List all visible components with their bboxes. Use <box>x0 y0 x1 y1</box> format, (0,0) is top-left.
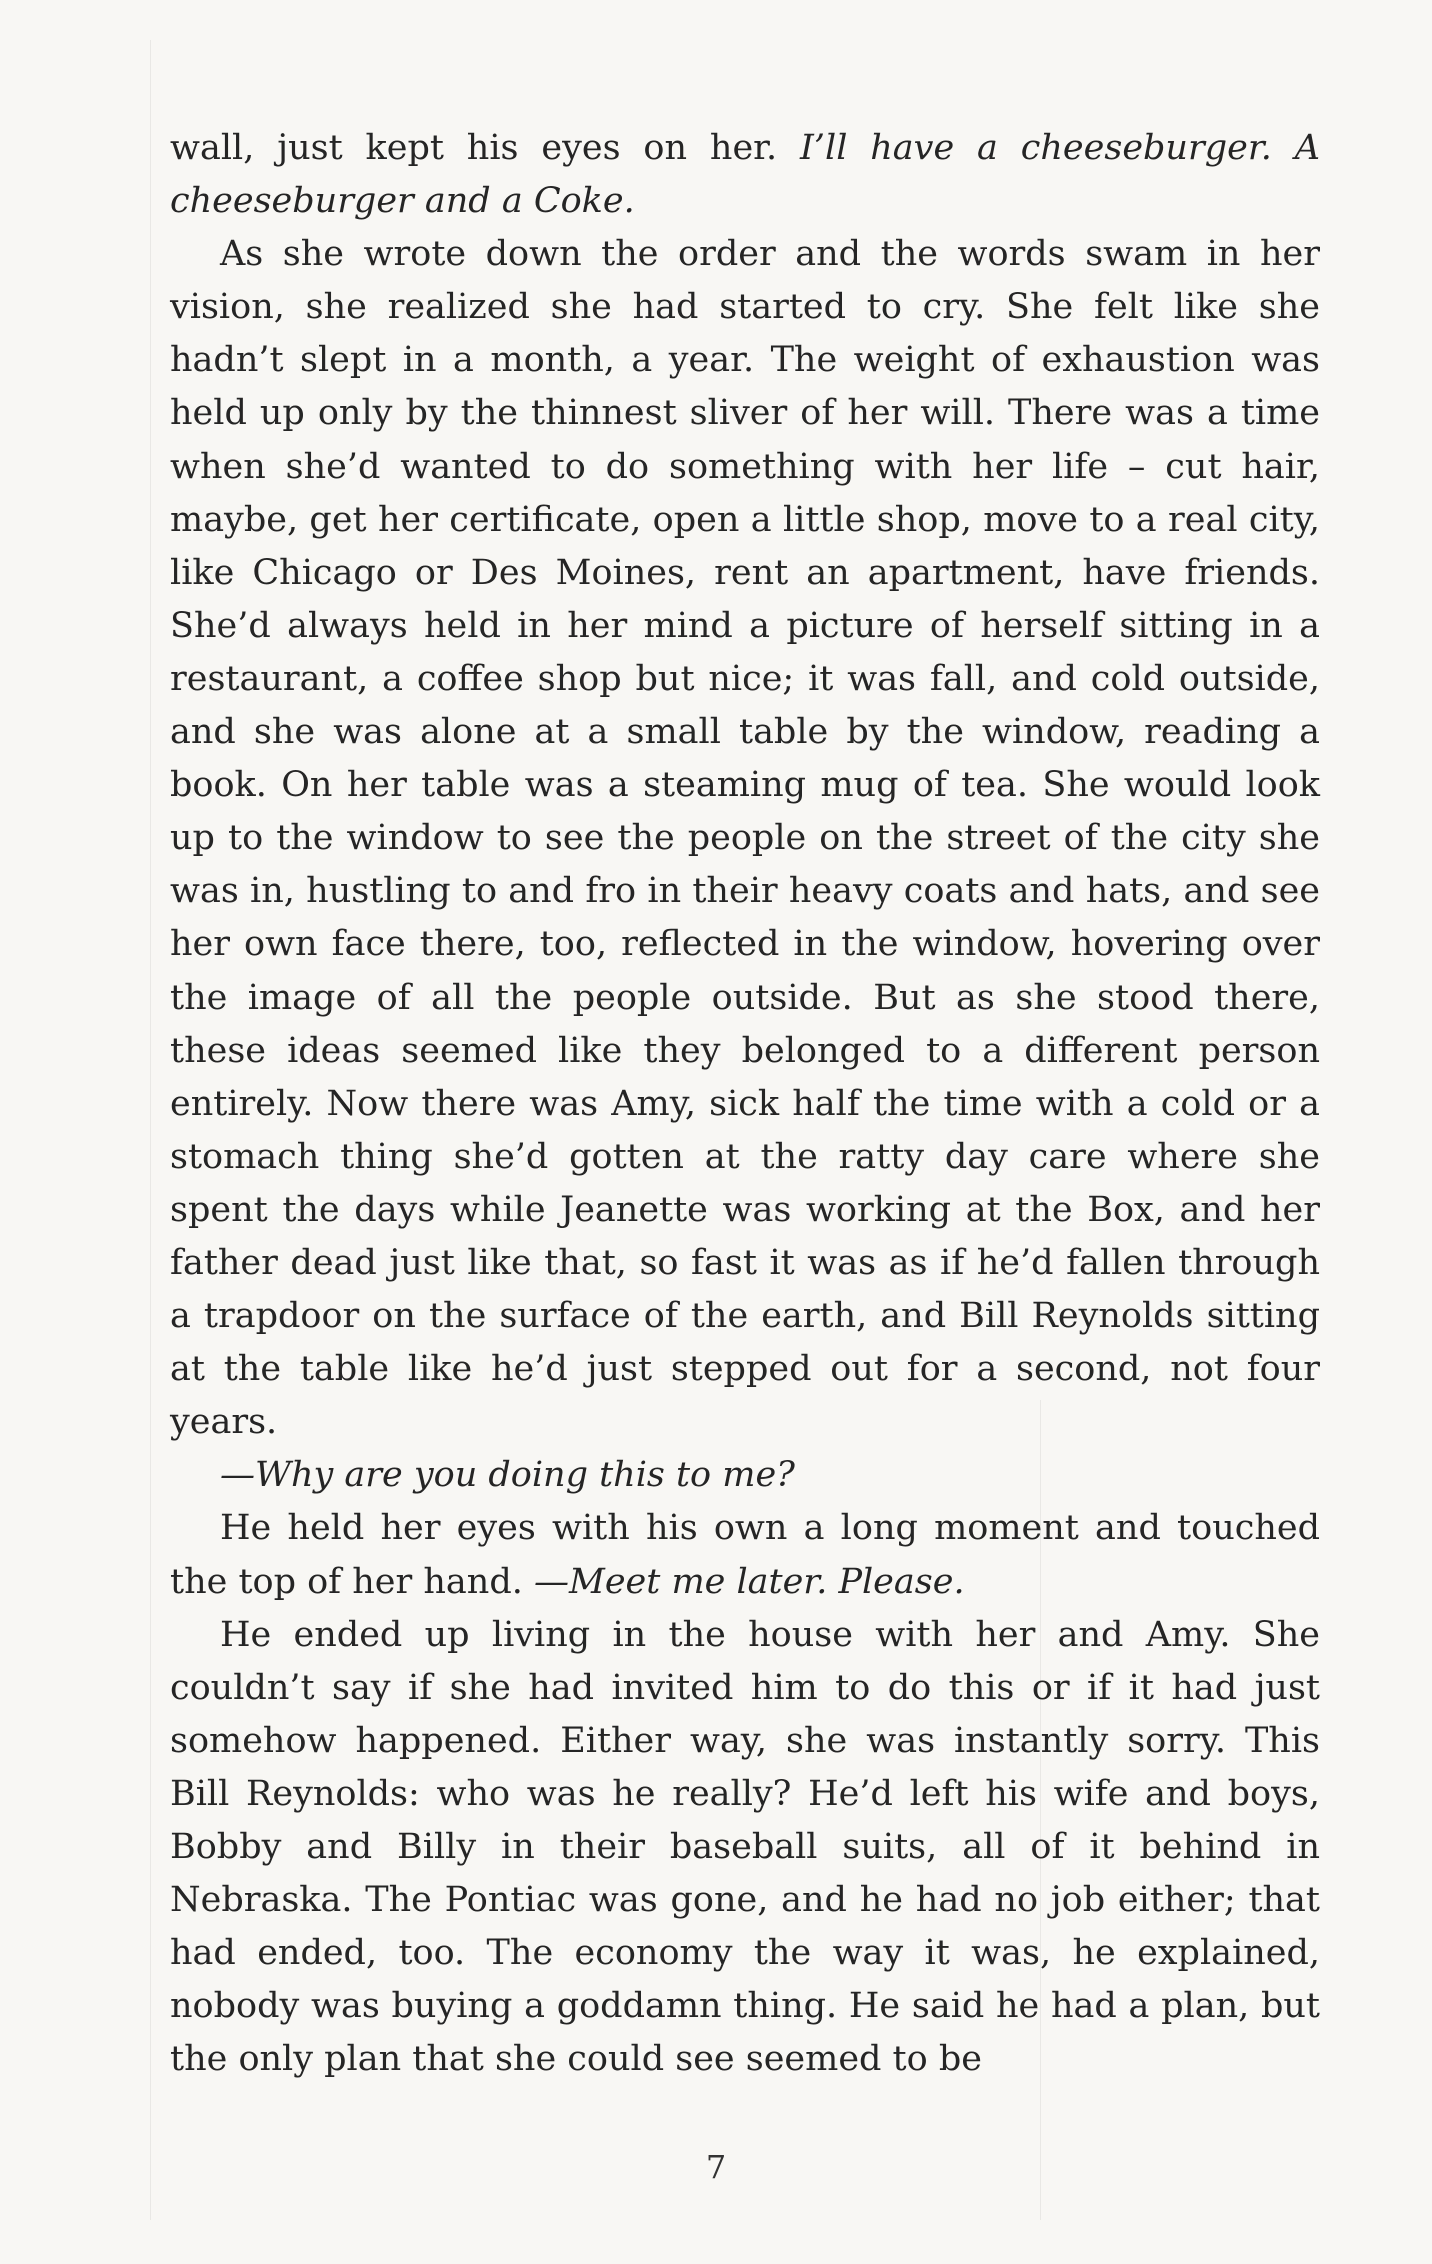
paragraph-text: wall, just kept his eyes on her. <box>170 128 801 168</box>
paragraph-text: He held her eyes with his own a long moment and touched the top of her hand. <box>170 1508 1320 1602</box>
scan-artifact <box>150 40 151 2220</box>
paragraph <box>170 1502 1320 1608</box>
body-text <box>170 122 1320 2086</box>
italic-dialogue: —Meet me later. Please. <box>533 1561 965 1602</box>
italic-dialogue: —Why are you doing this to me? <box>220 1455 795 1496</box>
paragraph-text: He ended up living in the house with her and Amy. She couldn’t say if she had invited him to do this or if it had just somehow happened. Either way, she was instantly sorry. This Bill Reynolds: who was he really? He’d left his wife and boys, Bobby and Billy in their baseball suits, all of it behind in Nebraska. The Pontiac was gone, and he had no job either; that had ended, too. The economy the way it was, he explained, nobody was buying a goddamn thing. He said he had a plan, but the only plan that she could see seemed to be <box>170 1614 1320 2080</box>
italic-dialogue: I’ll have a cheeseburger. A cheeseburger and a Coke. <box>170 128 1320 222</box>
paragraph <box>170 122 1320 228</box>
paragraph <box>170 1449 1320 1502</box>
paragraph-text: As she wrote down the order and the words swam in her vision, she realized she had started to cry. She felt like she hadn’t slept in a month, a year. The weight of exhaustion was held up only by the thinnest sliver of her will. There was a time when she’d wanted to do something with her life – cut hair, maybe, get her certificate, open a little shop, move to a real city, like Chicago or Des Moines, rent an apartment, have friends. She’d always held in her mind a picture of herself sitting in a restaurant, a coffee shop but nice; it was fall, and cold outside, and she was alone at a small table by the window, reading a book. On her table was a steaming mug of tea. She would look up to the window to see the people on the street of the city she was in, hustling to and fro in their heavy coats and hats, and see her own face there, too, reflected in the window, hovering over the image of all the people outside. But as she stood there, these ideas seemed like they belonged to a different person entirely. Now there was Amy, sick half the time with a cold or a stomach thing she’d gotten at the ratty day care where she spent the days while Jeanette was working at the Box, and her father dead just like that, so fast it was as if he’d fallen through a trapdoor on the surface of the earth, and Bill Reynolds sitting at the table like he’d just stepped out for a second, not four years. <box>170 234 1320 1443</box>
paragraph <box>170 1609 1320 2087</box>
paragraph <box>170 228 1320 1449</box>
page-number: 7 <box>705 2148 727 2186</box>
